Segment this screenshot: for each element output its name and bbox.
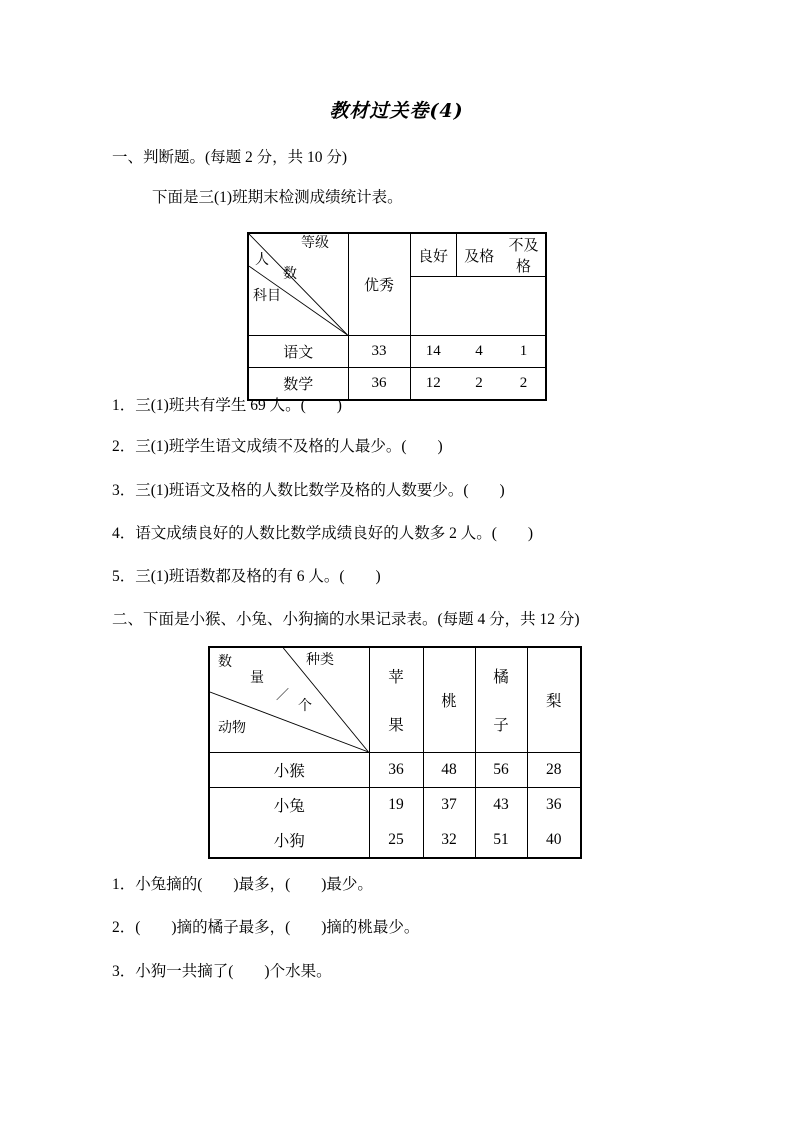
- table2-cell-rabbit-peach: 37: [423, 788, 475, 823]
- table-spacer-good: [410, 277, 456, 336]
- page-title: 教材过关卷(4): [329, 100, 464, 122]
- table-cell-chinese-excellent: 33: [348, 336, 410, 368]
- question-1-4: 4．语文成绩良好的人数比数学成绩良好的人数多 2 人。( ): [112, 525, 534, 542]
- table2-cell-dog-orange: 51: [475, 823, 527, 858]
- table2-col-header-pear: [527, 647, 581, 753]
- table2-cell-monkey-orange: 56: [475, 753, 527, 788]
- table2-cell-rabbit-apple: 19: [369, 788, 423, 823]
- table-col-header-good: 良好: [410, 233, 456, 277]
- corner-label-qty-2: 量: [250, 671, 264, 686]
- corner-label-subject: 科目: [253, 289, 281, 304]
- table-cell-math-fail: 2: [502, 368, 546, 400]
- table2-col-header-peach: [423, 647, 475, 753]
- table2-cell-dog-pear: 40: [527, 823, 581, 858]
- table2-row-label-monkey: 小猴: [209, 753, 369, 788]
- table-cell-chinese-good: 14: [410, 336, 456, 368]
- table-cell-chinese-fail: 1: [502, 336, 546, 368]
- corner-label-count-a: 人: [255, 253, 269, 268]
- grades-statistics-table: [247, 232, 547, 401]
- table-row: [248, 336, 546, 368]
- question-2-2: 2．( )摘的橘子最多，( )摘的桃最少。: [112, 919, 420, 936]
- section-one-lead: 下面是三(1)班期末检测成绩统计表。: [152, 189, 403, 206]
- corner-label-qty-4: 个: [298, 699, 312, 714]
- col-header-char: 梨: [545, 693, 562, 710]
- table2-cell-monkey-apple: 36: [369, 753, 423, 788]
- table-cell-math-pass: 2: [456, 368, 502, 400]
- table2-corner-cell: [209, 647, 369, 753]
- col-header-char: 桃: [441, 693, 457, 710]
- table2-cell-dog-peach: 32: [423, 823, 475, 858]
- table-row: [209, 753, 581, 788]
- table-row-label-chinese: 语文: [248, 336, 348, 368]
- table-spacer-fail: [502, 277, 546, 336]
- table2-row-label-dog: 小狗: [209, 823, 369, 858]
- question-1-5: 5．三(1)班语数都及格的有 6 人。( ): [112, 568, 381, 585]
- corner-diagonal-lines: [249, 234, 348, 335]
- corner-label-count-b: 数: [283, 267, 297, 282]
- table-cell-math-excellent: 36: [348, 368, 410, 400]
- table-row: [248, 368, 546, 400]
- col-header-char: 子: [493, 717, 509, 734]
- corner-label-category: 种类: [306, 653, 334, 668]
- table-cell-math-good: 12: [410, 368, 456, 400]
- question-2-1: 1．小兔摘的( )最多，( )最少。: [112, 876, 373, 893]
- table2-cell-rabbit-pear: 36: [527, 788, 581, 823]
- question-1-2: 2．三(1)班学生语文成绩不及格的人最少。( ): [112, 438, 443, 455]
- table-col-header-fail: 不及格: [502, 233, 546, 277]
- table2-cell-dog-apple: 25: [369, 823, 423, 858]
- table2-row-label-rabbit: 小兔: [209, 788, 369, 823]
- table2-cell-rabbit-orange: 43: [475, 788, 527, 823]
- question-1-3: 3．三(1)班语文及格的人数比数学及格的人数要少。( ): [112, 482, 505, 499]
- table-row-label-math: 数学: [248, 368, 348, 400]
- question-1-1: 1．三(1)班共有学生 69 人。( ): [112, 397, 342, 414]
- section-one-heading: 一、判断题。(每题 2 分，共 10 分): [112, 149, 348, 166]
- corner-label-qty-1: 数: [218, 655, 232, 670]
- table-row: [209, 823, 581, 858]
- table-col-header-pass: 及格: [456, 233, 502, 277]
- col-header-char: 果: [388, 717, 404, 734]
- corner-label-qty-3: ／: [276, 687, 290, 702]
- table2-cell-monkey-peach: 48: [423, 753, 475, 788]
- corner-diagonal-lines: [210, 648, 369, 752]
- section-two-heading: 二、下面是小猴、小兔、小狗摘的水果记录表。(每题 4 分，共 12 分): [112, 611, 580, 628]
- table-spacer-pass: [456, 277, 502, 336]
- col-header-char: 橘: [493, 669, 509, 686]
- corner-label-grade: 等级: [301, 236, 329, 251]
- table-row: [209, 788, 581, 823]
- table-corner-cell: [248, 233, 348, 336]
- question-2-3: 3．小狗一共摘了( )个水果。: [112, 963, 332, 980]
- table-col-header-excellent: 优秀: [348, 233, 410, 336]
- fruit-record-table: [208, 646, 582, 859]
- table2-col-header-orange: [475, 647, 527, 753]
- table-cell-chinese-pass: 4: [456, 336, 502, 368]
- corner-label-animal: 动物: [218, 721, 246, 736]
- table2-cell-monkey-pear: 28: [527, 753, 581, 788]
- col-header-char: 苹: [388, 669, 404, 686]
- table2-col-header-apple: [369, 647, 423, 753]
